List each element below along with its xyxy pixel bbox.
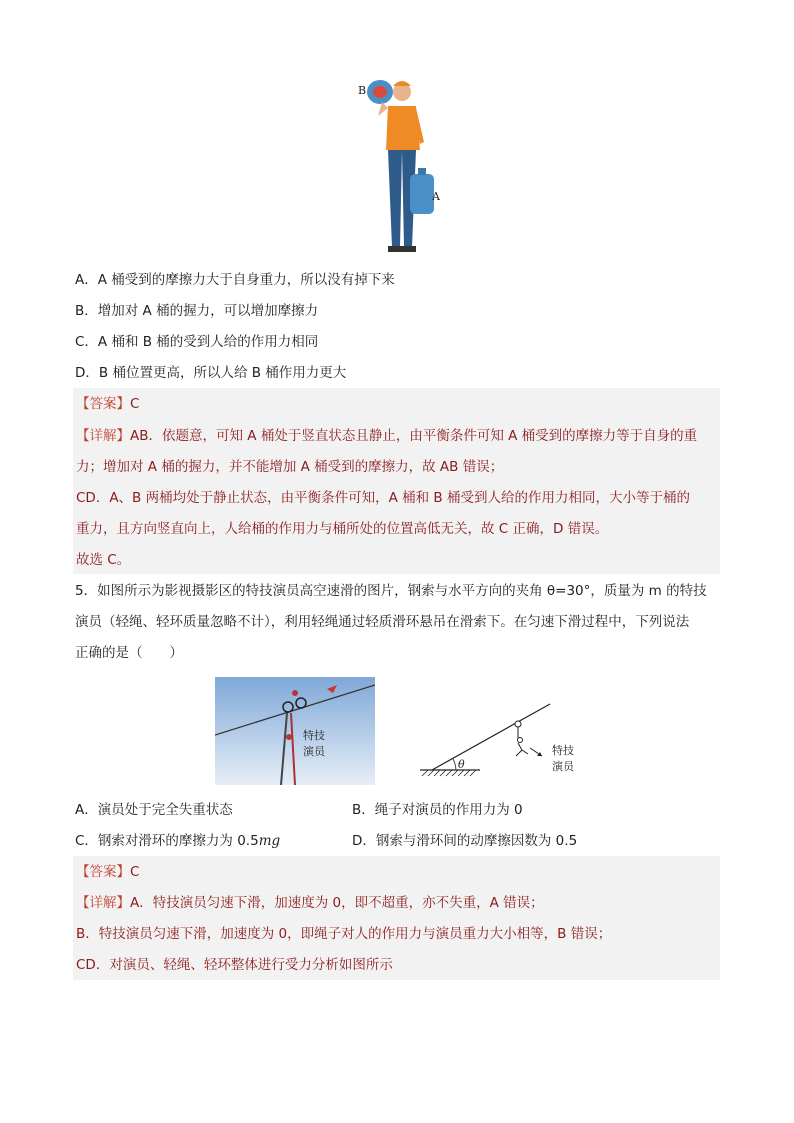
q4-detail-line-3: CD．A、B 两桶均处于静止状态，由平衡条件可知，A 桶和 B 桶受到人给的作用力相同，大小等于桶的 <box>76 490 690 506</box>
stunt-photo <box>215 677 375 785</box>
diagram-label-line-1: 特技 <box>552 744 574 757</box>
detail-text: AB．依题意，可知 A 桶处于竖直状态且静止，由平衡条件可知 A 桶受到的摩擦力等于自身的重 <box>130 428 698 444</box>
q4-option-d: D．B 桶位置更高，所以人给 B 桶作用力更大 <box>75 365 347 381</box>
q5-option-c-var: mg <box>258 833 281 849</box>
answer-value: C <box>130 864 140 880</box>
q4-detail-line-5: 故选 C。 <box>76 552 131 568</box>
detail-tag: 【详解】 <box>76 428 130 444</box>
detail-text: A．特技演员匀速下滑，加速度为 0，即不超重，亦不失重，A 错误； <box>130 895 544 911</box>
q4-detail-line-4: 重力，且方向竖直向上，人给桶的作用力与桶所处的位置高低无关，故 C 正确，D 错误。 <box>76 521 609 537</box>
q4-option-c: C．A 桶和 B 桶的受到人给的作用力相同 <box>75 334 319 350</box>
q5-option-c-text: C．钢索对滑环的摩擦力为 0.5 <box>75 833 259 849</box>
q5-option-b: B．绳子对演员的作用力为 0 <box>352 802 523 818</box>
q5-stem-line-2: 演员（轻绳、轻环质量忽略不计），利用轻绳通过轻质滑环悬吊在滑索下。在匀速下滑过程中，下列说法 <box>75 614 690 630</box>
detail-tag: 【详解】 <box>76 895 130 911</box>
answer-value: C <box>130 396 140 412</box>
label-b: B <box>358 84 367 97</box>
q5-stem-line-1: 5．如图所示为影视摄影区的特技演员高空速滑的图片，钢索与水平方向的夹角 θ=30°，质量为 m 的特技 <box>75 583 707 599</box>
photo-label-line-1: 特技 <box>303 729 325 742</box>
q5-stem-line-3: 正确的是（ ） <box>75 645 183 661</box>
q4-detail-line-1 <box>76 426 697 446</box>
label-a: A <box>432 190 440 203</box>
q5-option-d: D．钢索与滑环间的动摩擦因数为 0.5 <box>352 833 578 849</box>
q4-answer-block <box>73 388 720 574</box>
diagram-label-line-2: 演员 <box>552 760 574 773</box>
q5-detail-line-1 <box>76 893 544 913</box>
q5-detail-line-2: B．特技演员匀速下滑，加速度为 0，即绳子对人的作用力与演员重力大小相等，B 错误； <box>76 926 612 942</box>
q4-detail-line-2: 力；增加对 A 桶的握力，并不能增加 A 桶受到的摩擦力，故 AB 错误； <box>76 459 504 475</box>
q4-option-b: B．增加对 A 桶的握力，可以增加摩擦力 <box>75 303 319 319</box>
q5-option-c <box>75 831 280 851</box>
bucket-carrier-figure <box>350 72 450 257</box>
q5-option-a: A．演员处于完全失重状态 <box>75 802 233 818</box>
q5-answer-block <box>73 856 720 980</box>
answer-tag: 【答案】 <box>76 864 130 880</box>
angle-theta-label: θ <box>458 758 465 771</box>
incline-diagram <box>418 702 588 784</box>
answer-tag: 【答案】 <box>76 396 130 412</box>
q4-answer-line <box>76 394 139 414</box>
q4-option-a: A．A 桶受到的摩擦力大于自身重力，所以没有掉下来 <box>75 272 395 288</box>
bucket-a-shape <box>410 174 434 214</box>
q5-detail-line-3: CD．对演员、轻绳、轻环整体进行受力分析如图所示 <box>76 957 393 973</box>
photo-label-line-2: 演员 <box>303 745 325 758</box>
q5-answer-line <box>76 862 139 882</box>
